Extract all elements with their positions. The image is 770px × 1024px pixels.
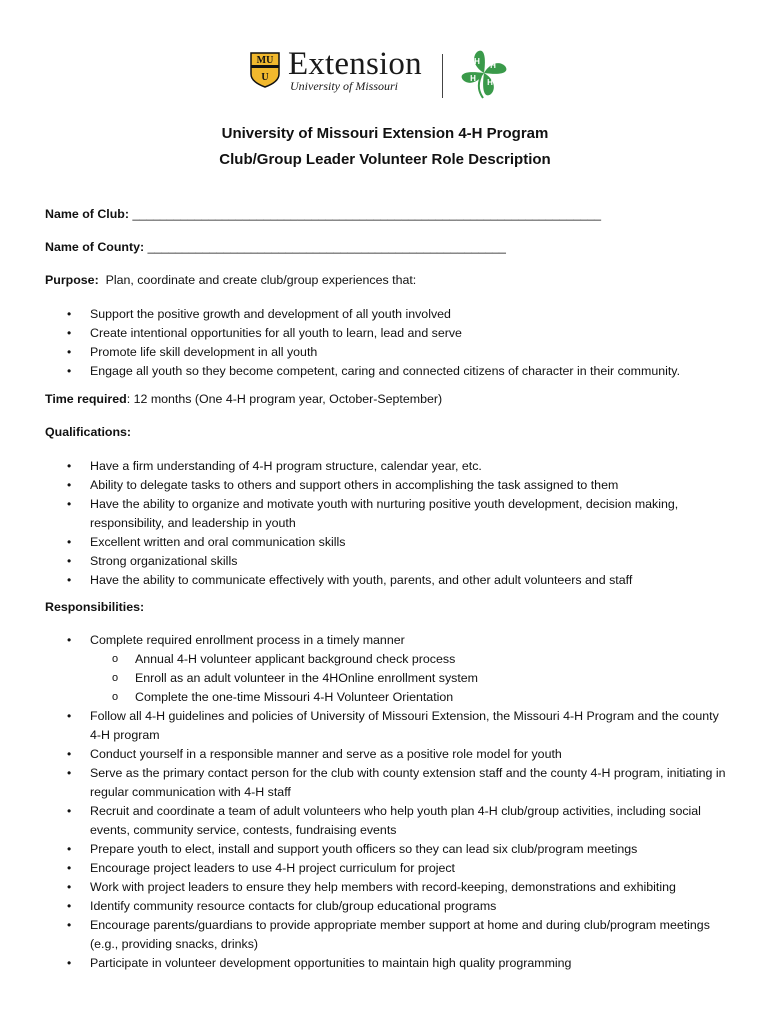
list-item-text: Complete required enrollment process in a timely manner bbox=[90, 633, 405, 647]
county-label: Name of County: bbox=[45, 240, 145, 254]
list-item: • Encourage parents/guardians to provide appropriate member support at home and during club/program meetings (e.g., providing snacks, drinks) bbox=[45, 916, 730, 954]
svg-text:H: H bbox=[489, 61, 496, 70]
list-item bbox=[45, 631, 730, 707]
clover-h: H bbox=[473, 57, 480, 66]
time-label: Time required bbox=[45, 392, 127, 406]
list-item: • Engage all youth so they become competent, caring and connected citizens of character in their community. bbox=[45, 362, 725, 381]
responsibilities-list bbox=[45, 631, 730, 973]
extension-wordmark bbox=[288, 46, 422, 92]
time-text: : 12 months (One 4-H program year, October-September) bbox=[126, 392, 443, 406]
extension-word: Extension bbox=[288, 46, 422, 82]
header-logos bbox=[250, 46, 511, 106]
list-item: • Participate in volunteer development opportunities to maintain high quality programming bbox=[45, 954, 730, 973]
document-title-line1: University of Missouri Extension 4-H Program bbox=[221, 125, 549, 142]
club-label: Name of Club: bbox=[45, 207, 129, 221]
list-item: • Recruit and coordinate a team of adult volunteers who help youth plan 4-H club/group activities, including social events, community service, contests, fundraising events bbox=[45, 802, 730, 840]
list-item: • Support the positive growth and development of all youth involved bbox=[45, 305, 725, 324]
list-item: • Have the ability to communicate effectively with youth, parents, and other adult volunteers and staff bbox=[45, 571, 710, 590]
mu-letter-m: MU bbox=[256, 55, 274, 66]
responsibilities-label: Responsibilities: bbox=[45, 600, 145, 614]
time-required-line bbox=[45, 392, 442, 406]
svg-text:H: H bbox=[486, 78, 493, 87]
mu-shield-logo bbox=[250, 52, 280, 88]
list-item: • Create intentional opportunities for all youth to learn, lead and serve bbox=[45, 324, 725, 343]
4h-clover-icon bbox=[457, 46, 511, 100]
purpose-line bbox=[45, 273, 416, 287]
club-blank: ____________________________________________________________________ bbox=[132, 207, 602, 221]
county-blank: ____________________________________________________ bbox=[147, 240, 506, 254]
svg-text:H: H bbox=[469, 74, 476, 83]
sub-list-item: o Complete the one-time Missouri 4-H Volunteer Orientation bbox=[90, 688, 730, 707]
qualifications-label: Qualifications: bbox=[45, 425, 132, 439]
club-name-field bbox=[45, 207, 601, 221]
list-item: • Conduct yourself in a responsible manner and serve as a positive role model for youth bbox=[45, 745, 730, 764]
responsibilities-heading bbox=[45, 600, 144, 614]
list-item: • Serve as the primary contact person for the club with county extension staff and the county 4-H program, initiating in regular communication with 4-H staff bbox=[45, 764, 730, 802]
document-title-line2: Club/Group Leader Volunteer Role Description bbox=[219, 151, 551, 168]
list-item: • Prepare youth to elect, install and support youth officers so they can lead six club/program meetings bbox=[45, 840, 730, 859]
list-item: • Encourage project leaders to use 4-H project curriculum for project bbox=[45, 859, 730, 878]
qualifications-list bbox=[45, 457, 710, 590]
list-item: • Have the ability to organize and motivate youth with nurturing positive youth development, decision making, responsibility, and leadership in youth bbox=[45, 495, 710, 533]
list-item: • Have a firm understanding of 4-H program structure, calendar year, etc. bbox=[45, 457, 710, 476]
list-item: • Promote life skill development in all youth bbox=[45, 343, 725, 362]
purpose-label: Purpose: bbox=[45, 273, 99, 287]
county-name-field bbox=[45, 240, 506, 254]
enrollment-sublist bbox=[90, 650, 730, 707]
qualifications-heading bbox=[45, 425, 131, 439]
list-item: • Work with project leaders to ensure they help members with record-keeping, demonstrations and exhibiting bbox=[45, 878, 730, 897]
purpose-text: Plan, coordinate and create club/group experiences that: bbox=[105, 273, 417, 287]
list-item: • Follow all 4-H guidelines and policies of University of Missouri Extension, the Missouri 4-H Program and the county 4-H program bbox=[45, 707, 730, 745]
svg-text:U: U bbox=[261, 72, 269, 83]
sub-list-item: o Annual 4-H volunteer applicant background check process bbox=[90, 650, 730, 669]
purpose-list bbox=[45, 305, 725, 381]
list-item: • Strong organizational skills bbox=[45, 552, 710, 571]
list-item: • Ability to delegate tasks to others and support others in accomplishing the task assigned to them bbox=[45, 476, 710, 495]
university-name: University of Missouri bbox=[290, 79, 398, 93]
list-item: • Identify community resource contacts for club/group educational programs bbox=[45, 897, 730, 916]
logo-divider bbox=[442, 54, 443, 98]
list-item: • Excellent written and oral communication skills bbox=[45, 533, 710, 552]
sub-list-item: o Enroll as an adult volunteer in the 4HOnline enrollment system bbox=[90, 669, 730, 688]
